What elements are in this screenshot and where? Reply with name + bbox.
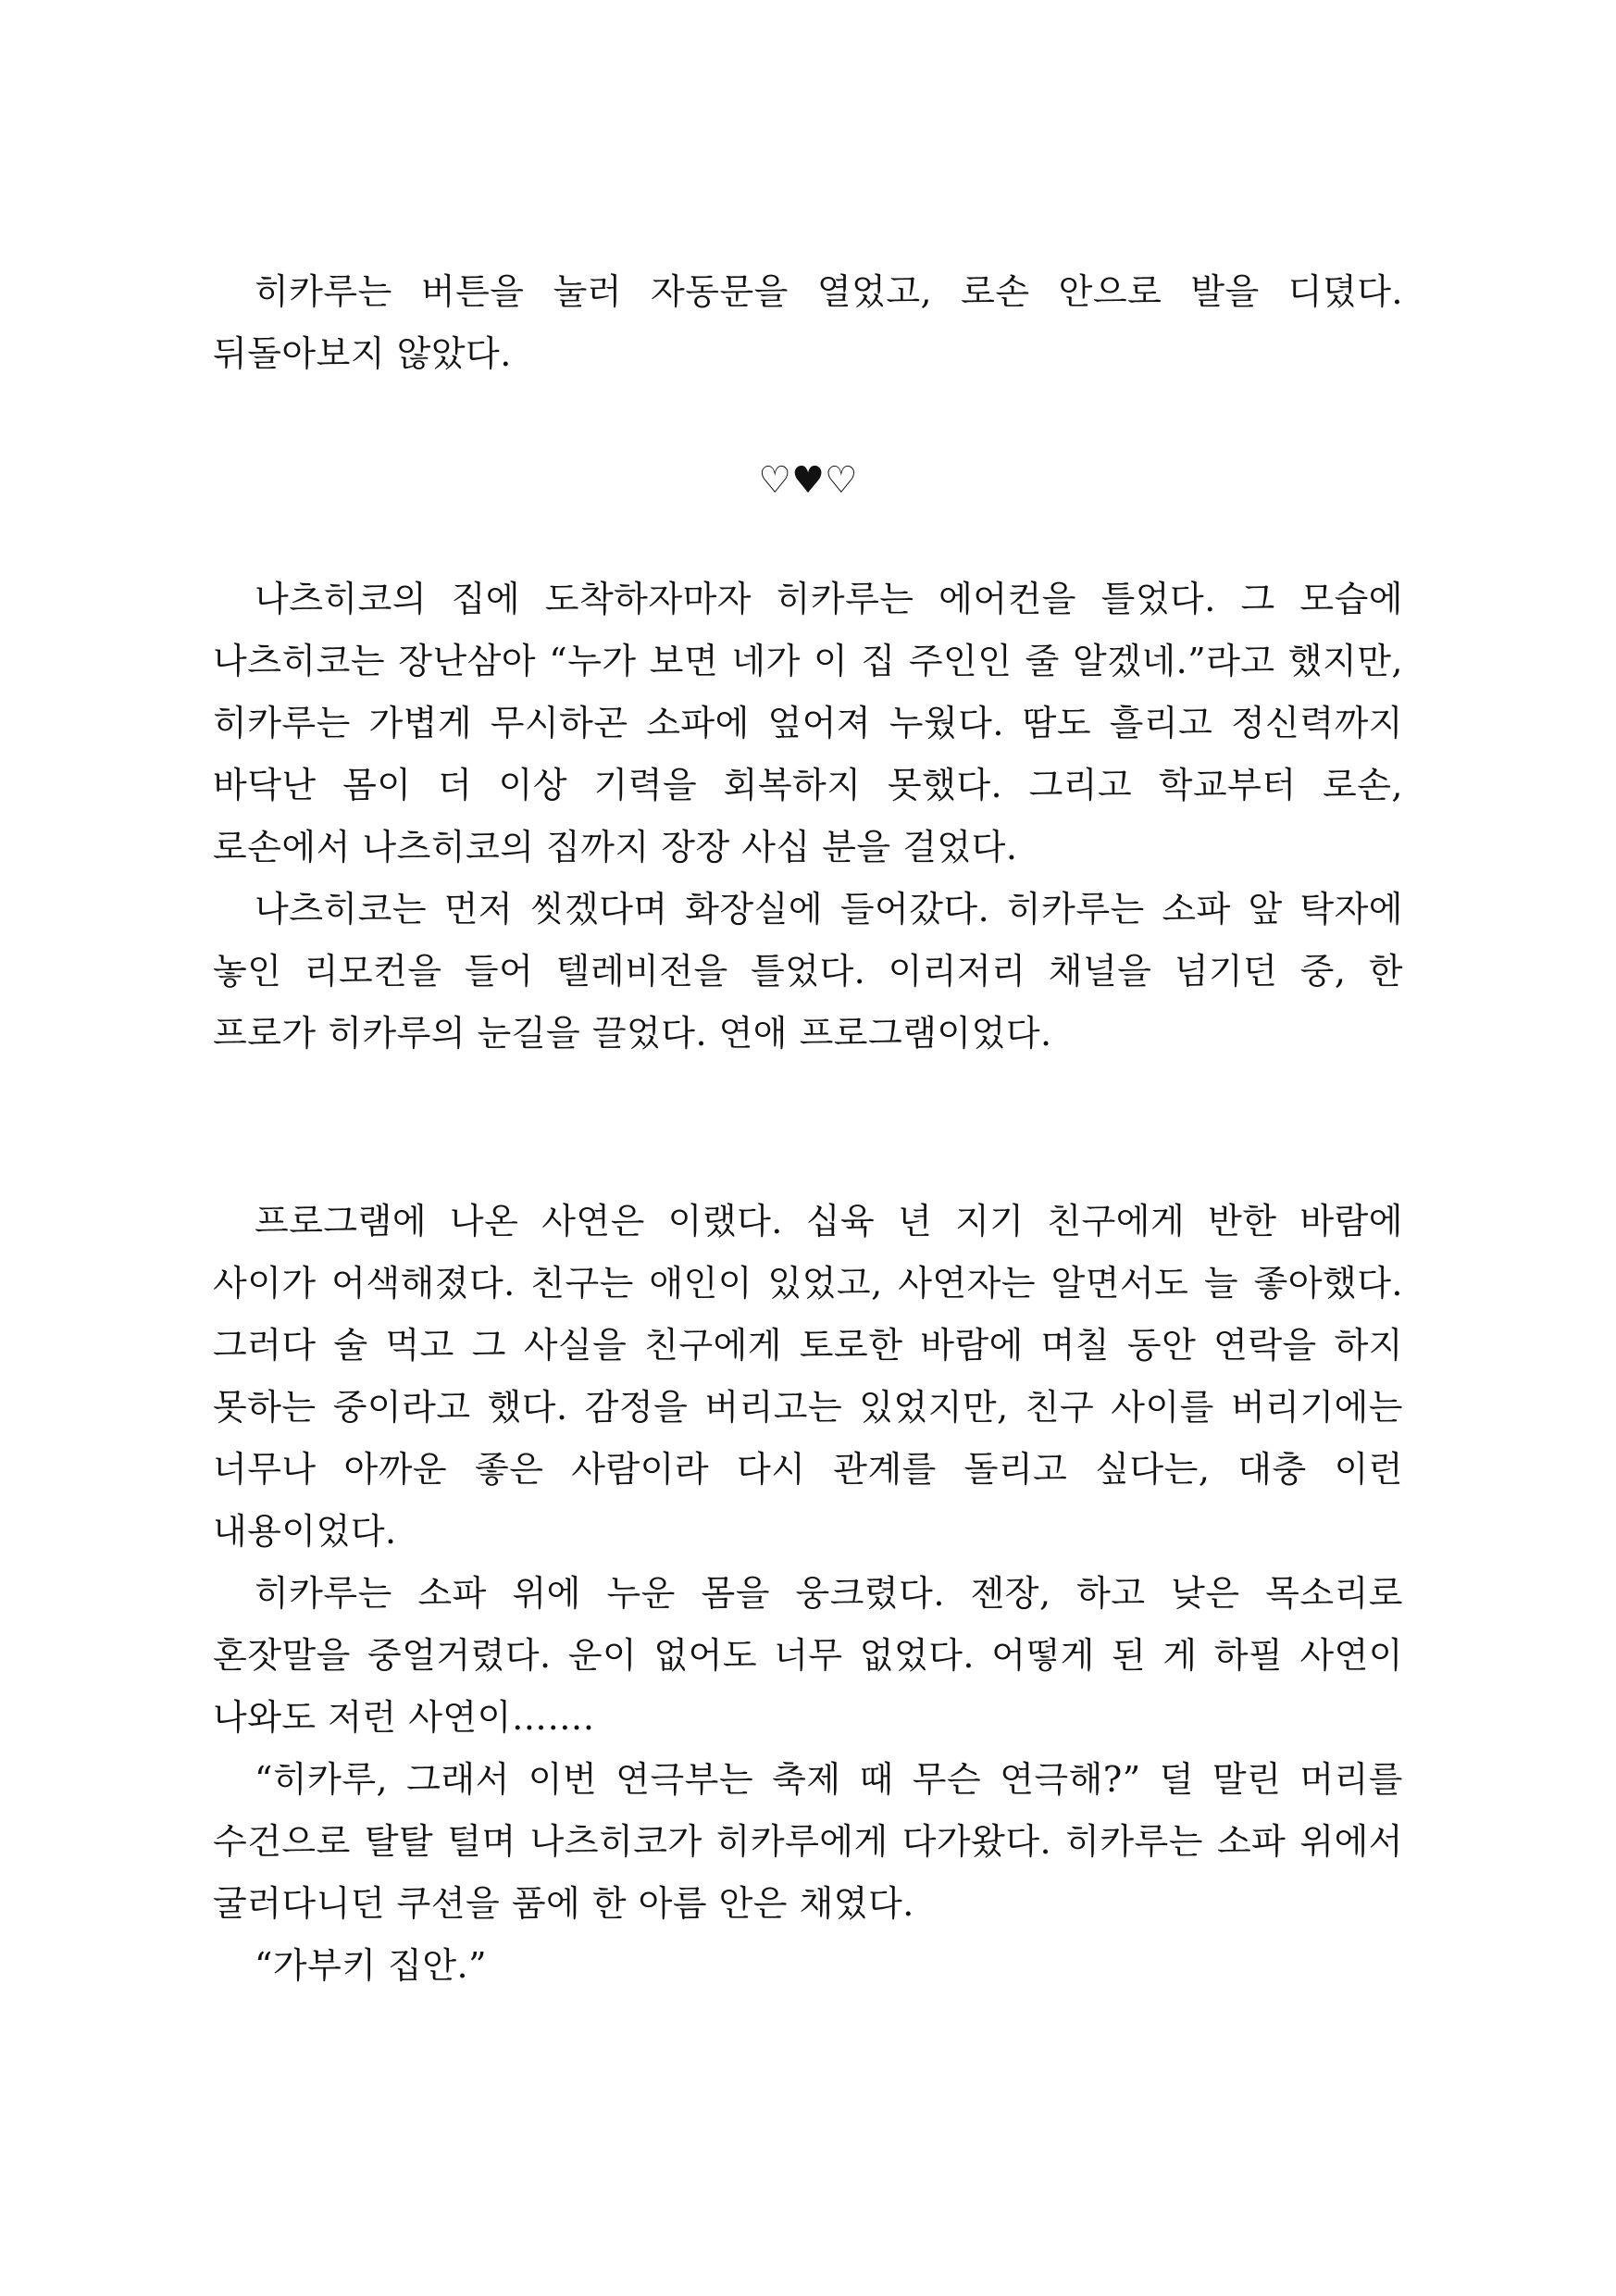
scene-divider: ♡♥♡ [758, 459, 858, 502]
paragraph: 히카루는 버튼을 눌러 자동문을 열었고, 로손 안으로 발을 디뎠다. 뒤돌아보지 않았다. [213, 271, 1403, 374]
paragraph: “가부키 집안.” [255, 1945, 488, 1986]
text-section-1 [213, 261, 1403, 385]
paragraph: 히카루는 소파 위에 누운 몸을 웅크렸다. 젠장, 하고 낮은 목소리로 혼잣말을 중얼거렸다. 운이 없어도 너무 없었다. 어떻게 된 게 하필 사연이 나와도 저런 사연이……. [213, 1573, 1403, 1738]
text-section-3 [213, 1191, 1403, 1997]
paragraph: “히카루, 그래서 이번 연극부는 축제 때 무슨 연극해?” 덜 말린 머리를 수건으로 탈탈 털며 나츠히코가 히카루에게 다가왔다. 히카루는 소파 위에서 굴러다니던 쿠션을 품에 한 아름 안은 채였다. [213, 1759, 1403, 1924]
paragraph: 나츠히코의 집에 도착하자마자 히카루는 에어컨을 틀었다. 그 모습에 나츠히코는 장난삼아 “누가 보면 네가 이 집 주인인 줄 알겠네.”라고 했지만, 히카루는 가볍게 무시하곤 소파에 엎어져 누웠다. 땀도 흘리고 정신력까지 바닥난 몸이 더 이상 기력을 회복하지 못했다. 그리고 학교부터 로손, 로손에서 나츠히코의 집까지 장장 사십 분을 걸었다. [213, 579, 1403, 867]
paragraph: 나츠히코는 먼저 씻겠다며 화장실에 들어갔다. 히카루는 소파 앞 탁자에 놓인 리모컨을 들어 텔레비전을 틀었다. 이리저리 채널을 넘기던 중, 한 프로가 히카루의 눈길을 끌었다. 연애 프로그램이었다. [213, 889, 1403, 1054]
paragraph: 프로그램에 나온 사연은 이랬다. 십육 년 지기 친구에게 반한 바람에 사이가 어색해졌다. 친구는 애인이 있었고, 사연자는 알면서도 늘 좋아했다. 그러다 술 먹고 그 사실을 친구에게 토로한 바람에 며칠 동안 연락을 하지 못하는 중이라고 했다. 감정을 버리고는 있었지만, 친구 사이를 버리기에는 너무나 아까운 좋은 사람이라 다시 관계를 돌리고 싶다는, 대충 이런 내용이었다. [213, 1201, 1403, 1552]
text-section-2 [213, 568, 1403, 1065]
